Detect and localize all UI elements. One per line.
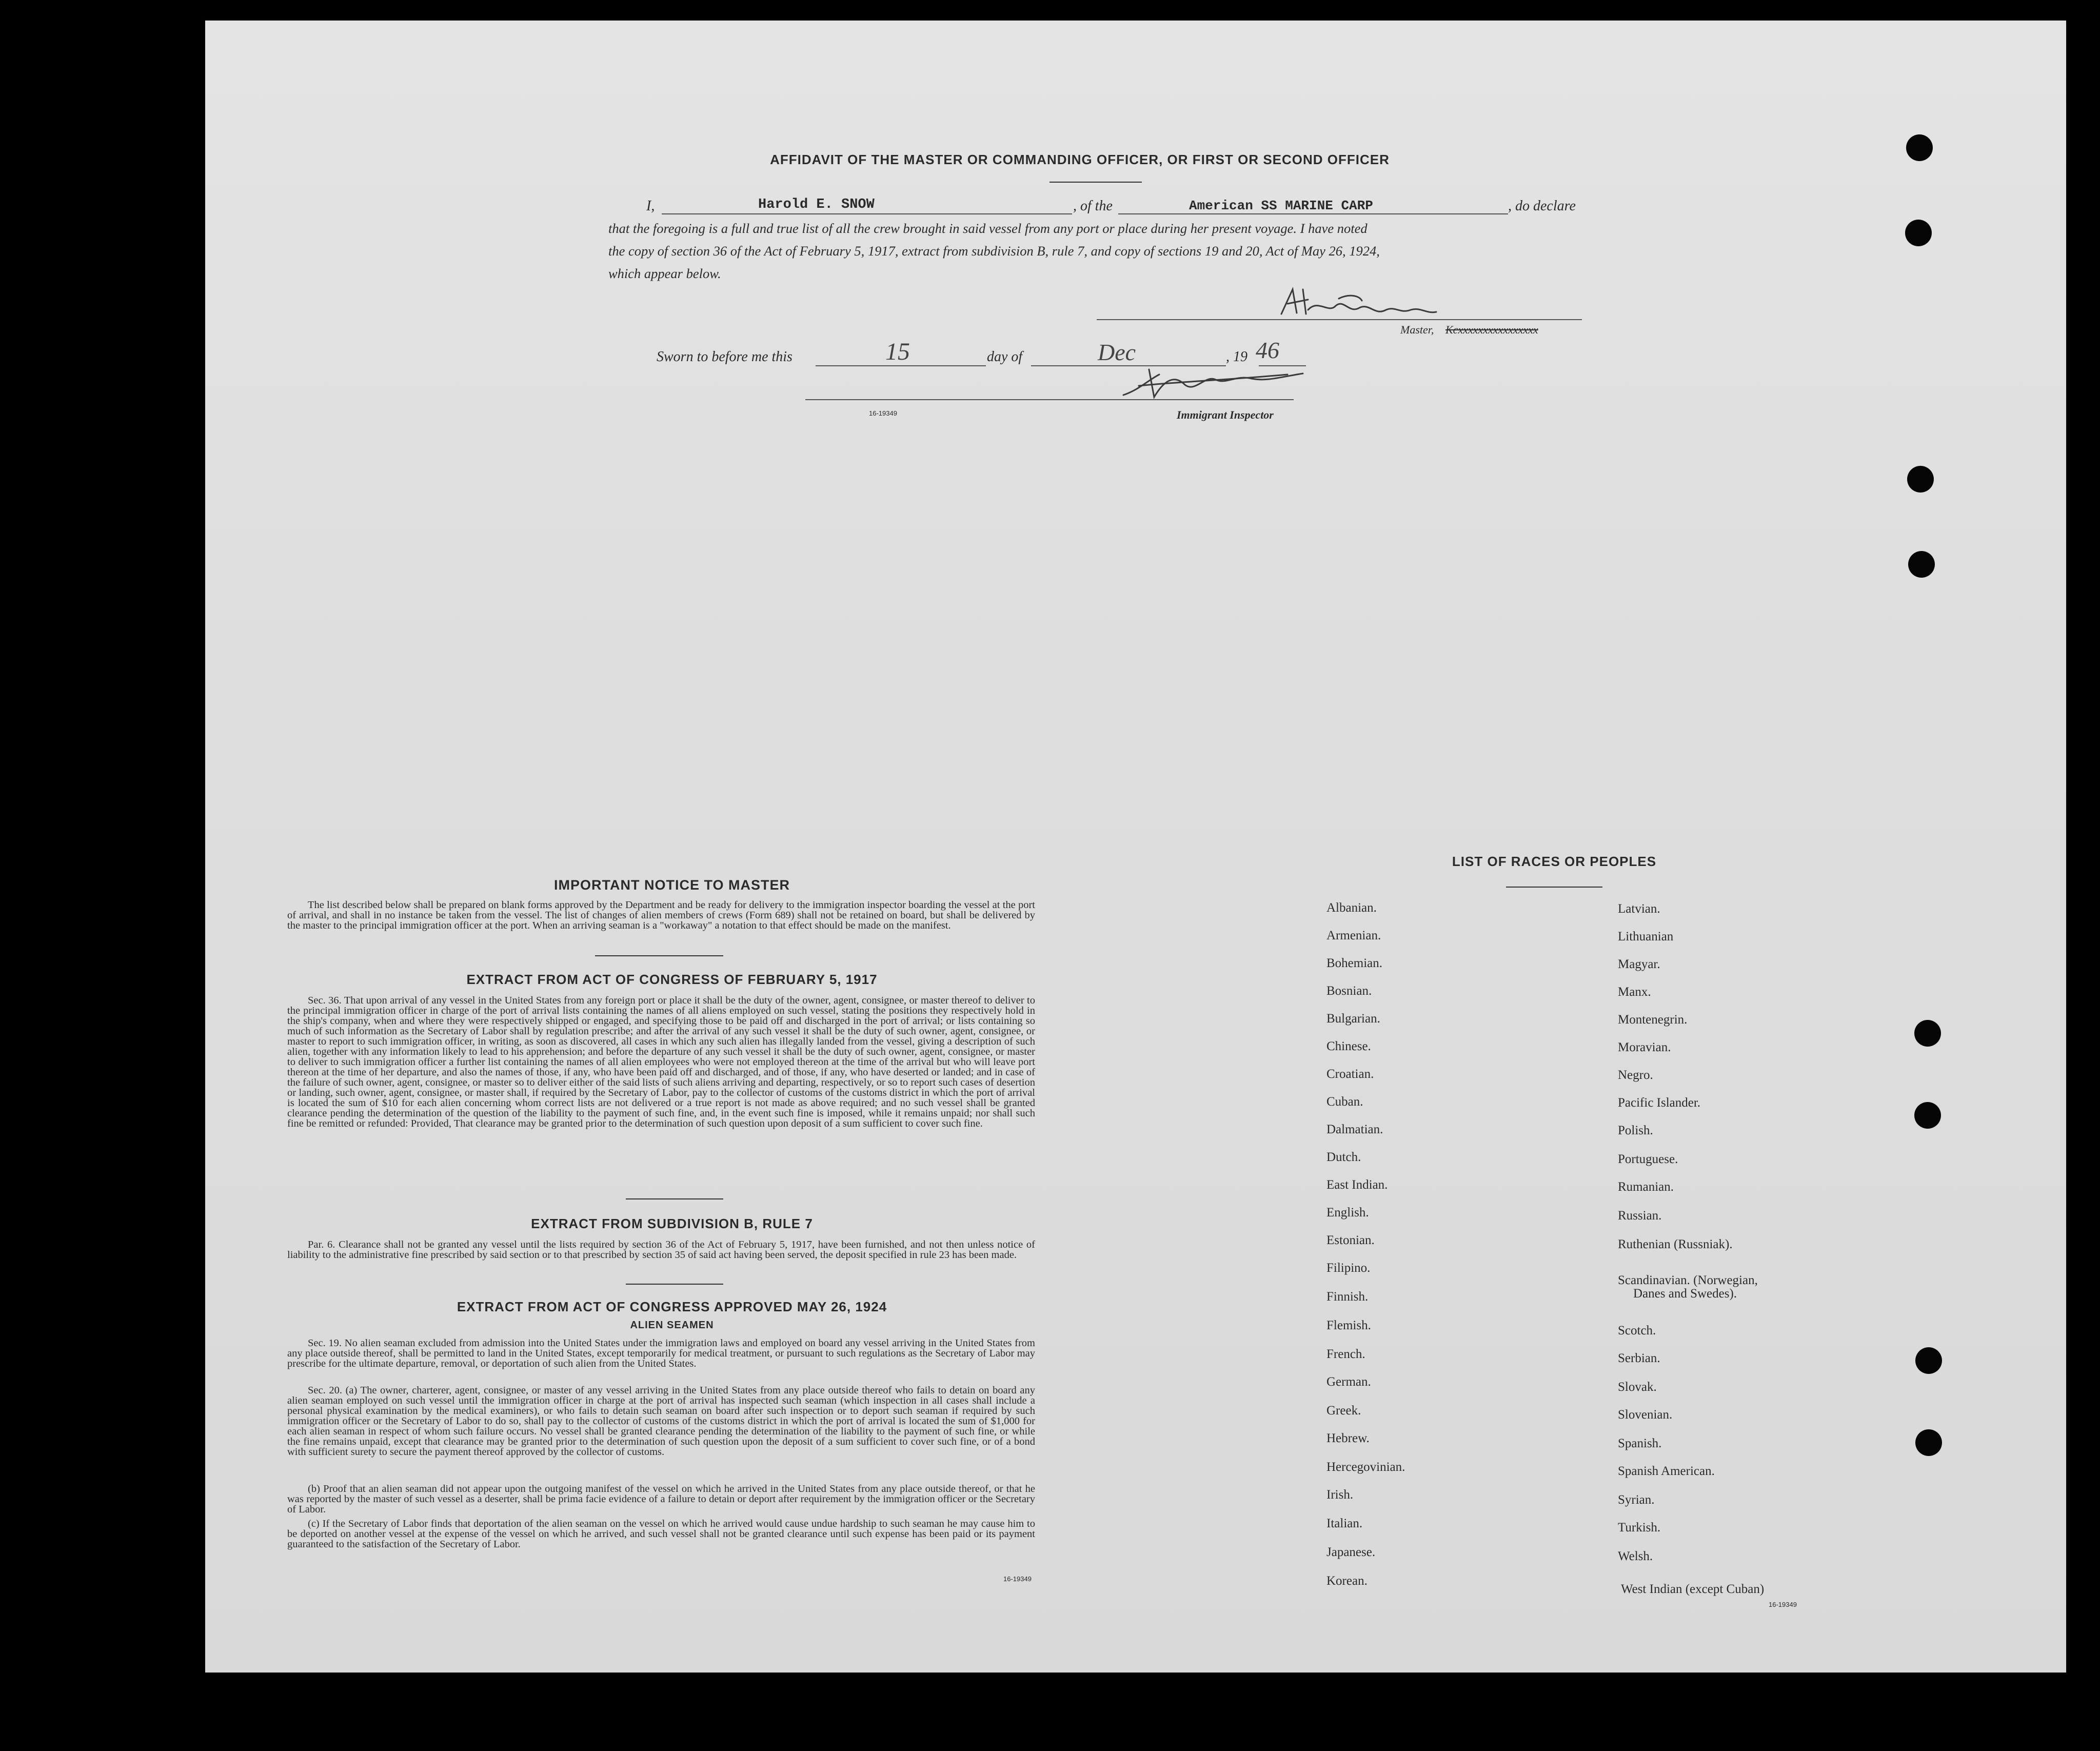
year-prefix: , 19: [1226, 349, 1247, 365]
race-item: Rumanian.: [1618, 1180, 1674, 1194]
binder-hole: [1906, 134, 1933, 161]
race-item: Portuguese.: [1618, 1152, 1678, 1166]
race-item: Polish.: [1618, 1124, 1653, 1137]
race-item: Syrian.: [1618, 1493, 1655, 1507]
race-item: Italian.: [1326, 1517, 1363, 1530]
extract-1924-sec20c: (c) If the Secretary of Labor finds that deportation of the alien seaman on the vessel on which he arrived would cause undue hardship to such seaman he may cause him to be deported on another vessel at the expense of the vessel on which he arrived, and such vessel shall not be granted clearance until such expense has been paid or its payment guaranteed to the satisfaction of the Secretary of Labor.: [287, 1518, 1035, 1550]
race-item: Bosnian.: [1326, 984, 1372, 998]
inspector-signature: [1118, 359, 1334, 405]
master-label: Master,: [1400, 323, 1434, 336]
race-item: Chinese.: [1326, 1039, 1371, 1053]
extract-1917-title: EXTRACT FROM ACT OF CONGRESS OF FEBRUARY 5, 1917: [466, 972, 878, 987]
race-item: Dutch.: [1326, 1150, 1361, 1164]
race-item: Danes and Swedes).: [1633, 1287, 1737, 1301]
day-of-label: day of: [987, 349, 1023, 365]
affidavit-line-3: the copy of section 36 of the Act of February 5, 1917, extract from subdivision B, rule 7, and copy of sections 19 and 20, Act of May 26, 1924,: [608, 243, 1380, 259]
extract-form-number: 16-19349: [1003, 1575, 1032, 1583]
race-item: Welsh.: [1618, 1549, 1653, 1563]
affidavit-form-number: 16-19349: [869, 409, 897, 417]
race-item: Manx.: [1618, 985, 1651, 999]
race-item: Magyar.: [1618, 957, 1660, 971]
race-item: Cuban.: [1326, 1095, 1363, 1109]
i-label: I,: [646, 198, 655, 214]
extract-1924-sec19: Sec. 19. No alien seaman excluded from admission into the United States under the immigration laws and employed on board any vessel arriving in the United States from any place outside thereof, shall be permitted to land in the United States, except temporarily for medical treatment, or pursuant to such regulations as the Secretary of Labor may prescribe for the ultimate departure, removal, or deportation of such alien from the United States.: [287, 1337, 1035, 1369]
extract-1924-subtitle: ALIEN SEAMEN: [630, 1320, 714, 1331]
race-item: East Indian.: [1326, 1178, 1388, 1192]
race-item: Serbian.: [1618, 1351, 1660, 1365]
section-divider: [626, 1198, 723, 1199]
race-item: Hebrew.: [1326, 1431, 1370, 1445]
race-item: Greek.: [1326, 1404, 1361, 1418]
race-item: German.: [1326, 1375, 1371, 1389]
inspector-signature-line: [805, 399, 1294, 400]
races-form-number: 16-19349: [1769, 1601, 1797, 1608]
race-item: Estonian.: [1326, 1233, 1375, 1247]
of-the-label: , of the: [1073, 198, 1113, 214]
race-item: French.: [1326, 1347, 1365, 1361]
race-item: Japanese.: [1326, 1545, 1376, 1559]
section-divider: [626, 1284, 723, 1285]
binder-hole: [1915, 1347, 1942, 1374]
race-item: Korean.: [1326, 1574, 1368, 1588]
binder-hole: [1915, 1429, 1942, 1456]
extract-1917-text: Sec. 36. That upon arrival of any vessel in the United States from any foreign port or place it shall be the duty of the owner, agent, consignee, or master thereof to deliver to the principal immigration officer in charge of the port of arrival lists containing the names of all aliens employed on such vessel, stating the positions they respectively hold in the ship's company, when and where they were respectively shipped or engaged, and specifying those to be paid off and discharged in the port of arrival; or lists containing so much of such information as the Secretary of Labor shall by regulation prescribe; and after the arrival of any such vessel it shall be the duty of such owner, agent, consignee, or master to report to such immigration officer, in writing, as soon as discovered, all cases in which any such alien has illegally landed from the vessel, giving a description of such alien, together with any information likely to lead to his apprehension; and before the departure of any such vessel it shall be the duty of such owner, agent, consignee, or master to deliver to such immigration officer a further list containing the names of all alien employees who were not employed thereon at the time of the arrival but who will leave port thereon at the time of her departure, and also the names of those, if any, who have been paid off and discharged, and of those, if any, who have deserted or landed; and in case of the failure of such owner, agent, consignee, or master so to deliver either of the said lists of such aliens arriving and departing, respectively, or so to report such cases of desertion or landing, such owner, agent, consignee, or master shall, if required by the Secretary of Labor, pay to the collector of customs of the customs district in which the port of arrival is located the sum of $10 for each alien concerning whom correct lists are not delivered or a true report is not made as above required; and no such vessel shall be granted clearance pending the determination of the question of the liability to the payment of such fine, and, in the event such fine is imposed, while it remains unpaid; nor shall such fine be remitted or refunded: Provided, That clearance may be granted prior to the determination of such question upon deposit of a sum sufficient to cover such fine.: [287, 995, 1035, 1129]
race-item: Armenian.: [1326, 929, 1381, 942]
race-item: Irish.: [1326, 1488, 1354, 1502]
master-name: Harold E. SNOW: [758, 197, 875, 212]
extract-1924-sec20b: (b) Proof that an alien seaman did not appear upon the outgoing manifest of the vessel on which he arrived in the United States from any place outside thereof, or that he was reported by the master of such vessel as a deserter, shall be prima facie evidence of a failure to detain or deport after requirement by the immigration officer or the Secretary of Labor.: [287, 1483, 1035, 1515]
race-item: Finnish.: [1326, 1290, 1369, 1304]
notice-text: The list described below shall be prepared on blank forms approved by the Department and be ready for delivery to the immigration inspector boarding the vessel at the port of arrival, and shall in no instance be taken from the vessel. The list of changes of alien members of crews (Form 689) shall not be retained on board, but shall be delivered by the master to the principal immigration officer at the port. When an arriving seaman is a "workaway" a notation to that effect should be made on the manifest.: [287, 899, 1035, 931]
race-item: Montenegrin.: [1618, 1013, 1688, 1027]
master-struck-title: Kcxxxxxxxxxxxxxxxx: [1445, 323, 1538, 336]
vessel-name: American SS MARINE CARP: [1189, 198, 1373, 213]
race-item: Spanish American.: [1618, 1464, 1715, 1478]
race-item: Flemish.: [1326, 1319, 1371, 1332]
sworn-month: Dec: [1098, 339, 1136, 365]
race-item: Slovak.: [1618, 1380, 1657, 1394]
binder-hole: [1907, 466, 1934, 493]
affidavit-line-2: that the foregoing is a full and true list of all the crew brought in said vessel from any port or place during her present voyage. I have noted: [608, 221, 1368, 236]
binder-hole: [1908, 551, 1935, 578]
race-item: Ruthenian (Russniak).: [1618, 1237, 1733, 1251]
sworn-day: 15: [885, 338, 910, 365]
race-item: English.: [1326, 1206, 1369, 1219]
race-item: Latvian.: [1618, 902, 1660, 916]
title-divider: [1049, 182, 1142, 183]
race-item: Bohemian.: [1326, 956, 1383, 970]
race-item: Negro.: [1618, 1068, 1653, 1082]
binder-hole: [1905, 220, 1932, 246]
affidavit-line-4: which appear below.: [608, 266, 721, 281]
race-item: Scandinavian. (Norwegian,: [1618, 1273, 1758, 1287]
race-item: West Indian (except Cuban): [1621, 1582, 1765, 1596]
binder-hole: [1914, 1020, 1941, 1047]
name-underline: [662, 213, 1072, 214]
race-item: Bulgarian.: [1326, 1012, 1380, 1026]
notice-title: IMPORTANT NOTICE TO MASTER: [554, 877, 790, 893]
master-signature: [1272, 283, 1457, 324]
race-item: Dalmatian.: [1326, 1123, 1383, 1136]
extract-rule7-title: EXTRACT FROM SUBDIVISION B, RULE 7: [531, 1216, 813, 1231]
race-item: Filipino.: [1326, 1261, 1371, 1275]
race-item: Russian.: [1618, 1209, 1662, 1223]
race-item: Albanian.: [1326, 901, 1377, 915]
races-title: LIST OF RACES OR PEOPLES: [1452, 854, 1657, 869]
race-item: Hercegovinian.: [1326, 1460, 1405, 1474]
vessel-underline: [1118, 213, 1508, 214]
extract-1924-title: EXTRACT FROM ACT OF CONGRESS APPROVED MAY 26, 1924: [457, 1299, 887, 1314]
race-item: Lithuanian: [1618, 930, 1674, 943]
race-item: Croatian.: [1326, 1067, 1374, 1081]
inspector-label: Immigrant Inspector: [1177, 408, 1274, 421]
section-divider: [595, 955, 723, 956]
extract-rule7-text: Par. 6. Clearance shall not be granted any vessel until the lists required by section 36 of the Act of February 5, 1917, have been furnished, and not then unless notice of liability to the administrative fine prescribed by said section or to that prescribed by section 35 of said act having been served, the deposit specified in rule 23 has been made.: [287, 1239, 1035, 1261]
extract-1924-sec20a: Sec. 20. (a) The owner, charterer, agent, consignee, or master of any vessel arriving in the United States from any place outside thereof who fails to detain on board any alien seaman employed on such vessel until the immigration officer in charge at the port of arrival has inspected such seaman (which inspection in all cases shall include a personal physical examination by the medical examiners), or who fails to detain such seaman on board after such inspection or to deport such seaman if required by such immigration officer or the Secretary of Labor to do so, shall pay to the collector of customs of the customs district in which the port of arrival is located the sum of $1,000 for each alien seaman in respect of whom such failure occurs. No vessel shall be granted clearance pending the determination of the liability to the payment of such fine, or while the fine remains unpaid, except that clearance may be granted prior to the determination of such question upon the deposit of a sum sufficient to cover such fine, or of a bond with sufficient surety to secure the payment thereof approved by the collector of customs.: [287, 1385, 1035, 1458]
race-item: Turkish.: [1618, 1521, 1661, 1534]
sworn-label: Sworn to before me this: [657, 349, 793, 365]
race-item: Scotch.: [1618, 1324, 1656, 1337]
race-item: Slovenian.: [1618, 1408, 1673, 1422]
races-divider: [1506, 887, 1602, 888]
sworn-year: 46: [1256, 337, 1279, 363]
binder-hole: [1914, 1102, 1941, 1129]
affidavit-title: AFFIDAVIT OF THE MASTER OR COMMANDING OFFICER, OR FIRST OR SECOND OFFICER: [770, 152, 1390, 167]
race-item: Spanish.: [1618, 1437, 1662, 1450]
do-declare-label: , do declare: [1508, 198, 1576, 214]
race-item: Moravian.: [1618, 1040, 1671, 1054]
race-item: Pacific Islander.: [1618, 1096, 1701, 1110]
